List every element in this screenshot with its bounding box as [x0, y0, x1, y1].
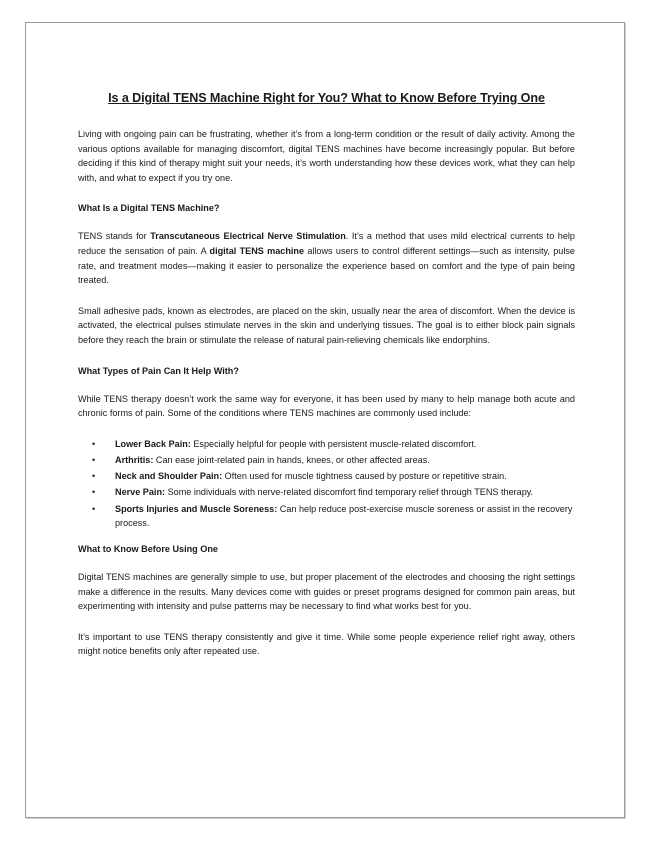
section-heading-pain-types: What Types of Pain Can It Help With?: [78, 365, 239, 376]
text-run: allows users to control different settings—such as intensity, pulse rate, and treatment modes—making it easier to personalize the experience based on comfort and the type of pain being treated.: [78, 245, 575, 286]
list-item-term: Sports Injuries and Muscle Soreness:: [115, 503, 278, 514]
list-item: [78, 485, 575, 499]
bold-term-transcutaneous: Transcutaneous Electrical Nerve Stimulation: [150, 231, 346, 242]
tens-definition-paragraph: [78, 229, 575, 287]
list-item-term: Lower Back Pain:: [115, 438, 191, 449]
list-item: [78, 469, 575, 483]
list-item-term: Arthritis:: [115, 454, 154, 465]
list-item: [78, 502, 575, 530]
bullet-icon: •: [92, 454, 96, 465]
consistency-paragraph: It’s important to use TENS therapy consistently and give it time. While some people experience relief right away, others might notice benefits only after repeated use.: [78, 631, 575, 657]
section-heading-before-using: What to Know Before Using One: [78, 543, 218, 554]
list-item-desc: Often used for muscle tightness caused by posture or repetitive strain.: [222, 471, 507, 482]
bullet-icon: •: [92, 471, 96, 482]
document-content: [78, 90, 575, 675]
text-run: . It’s a method that uses mild electrical currents to help reduce the sensation of pain. A: [78, 231, 575, 256]
list-item-term: Nerve Pain:: [115, 487, 166, 498]
bold-term-digital-tens: digital TENS machine: [209, 245, 305, 256]
list-item-term: Neck and Shoulder Pain:: [115, 471, 223, 482]
pain-types-paragraph: While TENS therapy doesn’t work the same way for everyone, it has been used by many to help manage both acute and chronic forms of pain. Some of the conditions where TENS machines are commonly used include:: [78, 393, 575, 419]
intro-paragraph: Living with ongoing pain can be frustrating, whether it’s from a long-term condition or the result of daily activity. Among the various options available for managing discomfort, digital TENS machines have become increasingly popular. But before deciding if this kind of therapy might suit your needs, it’s worth understanding how these devices work, what they can help with, and what to expect if you try one.: [78, 129, 575, 183]
section-heading-what-is: What Is a Digital TENS Machine?: [78, 203, 220, 214]
text-run: TENS stands for: [78, 231, 151, 242]
conditions-list: [78, 437, 575, 530]
document-title: Is a Digital TENS Machine Right for You? What to Know Before Trying One: [108, 91, 545, 105]
list-item-desc: Especially helpful for people with persistent muscle-related discomfort.: [190, 438, 477, 449]
list-item-desc: Some individuals with nerve-related discomfort find temporary relief through TENS therapy.: [165, 487, 534, 498]
usage-paragraph: Digital TENS machines are generally simple to use, but proper placement of the electrodes and choosing the right settings make a difference in the results. Many devices come with guides or preset programs designed for common pain areas, but experimenting with intensity and pulse patterns may be necessary to find what works best for you.: [78, 571, 575, 612]
electrodes-paragraph: Small adhesive pads, known as electrodes, are placed on the skin, usually near the area of discomfort. When the device is activated, the electrical pulses stimulate nerves in the skin and underlying tissues. The goal is to either block pain signals before they reach the brain or stimulate the release of natural pain-relieving chemicals like endorphins.: [78, 305, 575, 345]
list-item-desc: Can ease joint-related pain in hands, knees, or other affected areas.: [153, 454, 430, 465]
bullet-icon: •: [92, 438, 96, 449]
bullet-icon: •: [92, 487, 96, 498]
list-item-desc: Can help reduce post-exercise muscle soreness or assist in the recovery process.: [115, 503, 573, 528]
list-item: [78, 453, 575, 467]
list-item: [78, 437, 575, 451]
bullet-icon: •: [92, 503, 96, 514]
